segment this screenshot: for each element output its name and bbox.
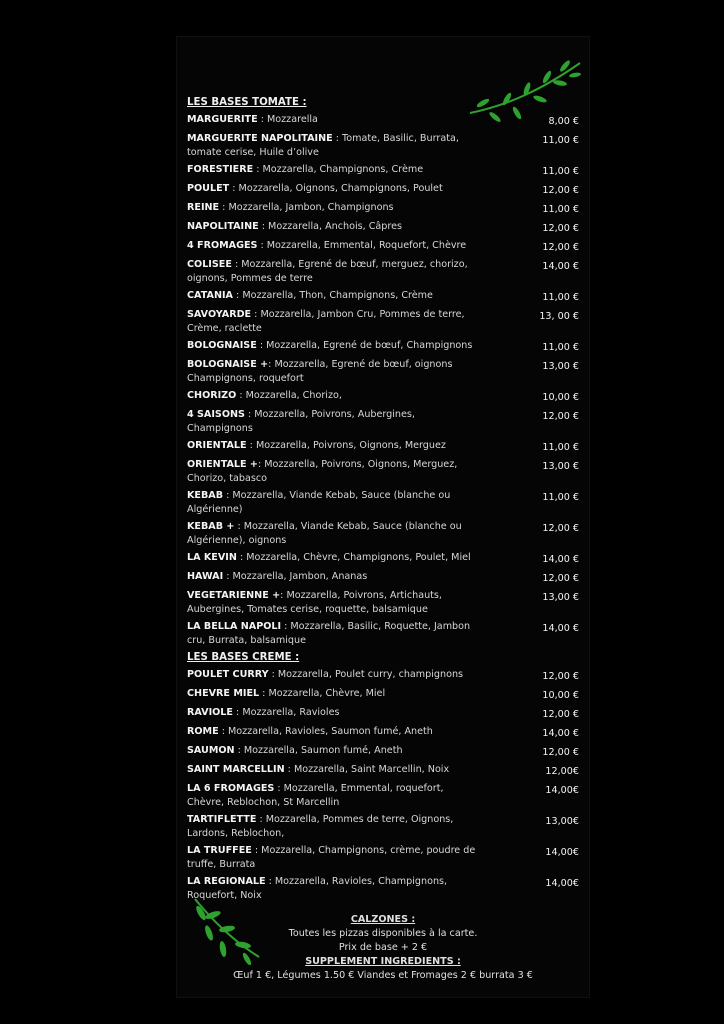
menu-item-ingredients: Mozzarella, Chèvre, Miel <box>268 688 386 699</box>
menu-item-description <box>187 520 477 548</box>
menu-item-description <box>187 458 477 486</box>
menu-item <box>187 782 579 810</box>
menu-item-description <box>187 132 477 160</box>
menu-item-separator: : <box>236 390 246 401</box>
menu-item-ingredients: Mozzarella, Egrené de bœuf, merguez, chorizo, oignons, Pommes de terre <box>187 259 468 284</box>
menu-item-description <box>187 687 477 701</box>
menu-item-separator: : <box>257 114 267 125</box>
menu-item <box>187 458 579 486</box>
menu-item-price: 11,00 € <box>542 492 579 503</box>
menu-item-ingredients: Mozzarella, Poulet curry, champignons <box>277 669 464 680</box>
menu-item-description <box>187 551 477 565</box>
menu-item-ingredients: Mozzarella, Jambon, Champignons <box>228 202 394 213</box>
menu-item-separator: : <box>284 764 294 775</box>
menu-item <box>187 520 579 548</box>
menu-item-name: ORIENTALE + <box>187 459 258 470</box>
menu-item-separator: : <box>256 340 267 351</box>
menu-item-name: POULET <box>187 183 230 194</box>
menu-item-separator: : <box>231 259 242 270</box>
calzones-line: Toutes les pizzas disponibles à la carte. <box>288 928 478 939</box>
menu-item-name: LA 6 FROMAGES <box>187 783 275 794</box>
menu-item-price: 11,00 € <box>542 442 579 453</box>
menu-item-name: BOLOGNAISE + <box>187 359 269 370</box>
menu-item-separator: : <box>268 669 278 680</box>
menu-item-name: HAWAI <box>187 571 224 582</box>
menu-item-separator: : <box>251 309 261 320</box>
menu-item-separator: : <box>232 290 243 301</box>
menu-item-name: 4 FROMAGES <box>187 240 258 251</box>
menu-item-price: 14,00€ <box>545 878 579 889</box>
footer <box>177 913 589 983</box>
menu-item-name: MARGUERITE <box>187 114 258 125</box>
supplement-line: Œuf 1 €, Légumes 1.50 € Viandes et Fromages 2 € burrata 3 € <box>233 970 533 981</box>
menu-item-separator: : <box>268 359 275 370</box>
menu-item <box>187 239 579 255</box>
menu-item-name: CHEVRE MIEL <box>187 688 260 699</box>
menu-item-ingredients: Mozzarella, Poivrons, Aubergines, Champignons <box>187 409 415 434</box>
menu-item-description <box>187 782 477 810</box>
menu-item-ingredients: Mozzarella, Basilic, Roquette, Jambon cru, Burrata, balsamique <box>187 621 471 646</box>
menu-item-separator: : <box>234 521 244 532</box>
menu-item <box>187 182 579 198</box>
menu-item <box>187 551 579 567</box>
menu-item-description <box>187 763 477 777</box>
section-title: LES BASES TOMATE : <box>187 97 307 108</box>
menu-item-price: 10,00 € <box>542 690 579 701</box>
menu-item <box>187 132 579 160</box>
menu-item-ingredients: Mozzarella, Saumon fumé, Aneth <box>243 745 403 756</box>
menu-item-ingredients: Mozzarella, Chèvre, Champignons, Poulet, Miel <box>246 552 471 563</box>
menu-item-name: REINE <box>187 202 220 213</box>
menu-item-description <box>187 589 477 617</box>
menu-item <box>187 725 579 741</box>
menu-item-description <box>187 408 477 436</box>
menu-item-separator: : <box>332 133 343 144</box>
menu-item-ingredients: Mozzarella, Poivrons, Oignons, Merguez <box>255 440 446 451</box>
menu-item <box>187 813 579 841</box>
menu-item-price: 12,00 € <box>542 747 579 758</box>
menu-item-price: 14,00 € <box>542 261 579 272</box>
menu-item-name: CHORIZO <box>187 390 237 401</box>
menu-item-price: 12,00 € <box>542 671 579 682</box>
menu-item <box>187 339 579 355</box>
menu-item-name: CATANIA <box>187 290 233 301</box>
calzones-title: CALZONES : <box>350 914 416 925</box>
menu-item <box>187 389 579 405</box>
menu-item <box>187 408 579 436</box>
menu-item <box>187 589 579 617</box>
menu-item-description <box>187 358 477 386</box>
menu-item-name: COLISEE <box>187 259 232 270</box>
menu-item-separator: : <box>229 183 239 194</box>
menu-item-ingredients: Mozzarella, Emmental, roquefort, Chèvre, Reblochon, St Marcellin <box>187 783 444 808</box>
menu-item-description <box>187 289 477 303</box>
menu-item-price: 13,00 € <box>542 361 579 372</box>
menu-item-name: NAPOLITAINE <box>187 221 259 232</box>
menu-item-name: SAUMON <box>187 745 235 756</box>
menu-item-separator: : <box>219 202 229 213</box>
menu-item-price: 13,00€ <box>545 816 579 827</box>
menu-item-description <box>187 744 477 758</box>
menu-item-ingredients: Mozzarella, Saint Marcellin, Noix <box>293 764 450 775</box>
menu-item-name: 4 SAISONS <box>187 409 245 420</box>
menu-item-name: KEBAB <box>187 490 224 501</box>
menu-item-separator: : <box>265 876 275 887</box>
menu-item-description <box>187 163 477 177</box>
menu-item <box>187 620 579 648</box>
menu-item-description <box>187 668 477 682</box>
calzones-price: Prix de base + 2 € <box>338 942 428 953</box>
menu-item-ingredients: Mozzarella, Ravioles <box>242 707 340 718</box>
menu-item-description <box>187 182 477 196</box>
menu-item-price: 11,00 € <box>542 204 579 215</box>
section-title: LES BASES CREME : <box>187 652 300 663</box>
menu-item-price: 12,00 € <box>542 242 579 253</box>
menu-item-description <box>187 706 477 720</box>
menu-item-ingredients: Mozzarella, Thon, Champignons, Crème <box>242 290 433 301</box>
menu-item-name: KEBAB + <box>187 521 235 532</box>
menu-item-description <box>187 201 477 215</box>
menu-item-ingredients: Mozzarella, Emmental, Roquefort, Chèvre <box>266 240 467 251</box>
menu-item-ingredients: Mozzarella, Champignons, crème, poudre de truffe, Burrata <box>187 845 476 870</box>
menu-item-price: 11,00 € <box>542 342 579 353</box>
menu-item-name: RAVIOLE <box>187 707 233 718</box>
menu-item-separator: : <box>256 814 266 825</box>
menu-item-price: 12,00 € <box>542 411 579 422</box>
menu-item-ingredients: Mozzarella, Poivrons, Artichauts, Aubergines, Tomates cerise, roquette, balsamique <box>187 590 442 615</box>
menu-item-name: FORESTIERE <box>187 164 254 175</box>
menu-item-price: 13,00 € <box>542 592 579 603</box>
menu-item-ingredients: Mozzarella, Egrené de bœuf, oignons Champignons, roquefort <box>187 359 453 384</box>
menu-item-price: 8,00 € <box>548 116 579 127</box>
menu-item-description <box>187 620 477 648</box>
menu-item-ingredients: Mozzarella, Egrené de bœuf, Champignons <box>266 340 473 351</box>
menu-list <box>187 94 579 906</box>
supplement-title: SUPPLEMENT INGREDIENTS : <box>305 956 461 967</box>
menu-item <box>187 358 579 386</box>
menu-item-separator: : <box>234 745 244 756</box>
menu-item <box>187 201 579 217</box>
menu-item <box>187 570 579 586</box>
menu-item-ingredients: Mozzarella, Jambon, Ananas <box>232 571 368 582</box>
menu-item <box>187 668 579 684</box>
menu-item-ingredients: Mozzarella, Viande Kebab, Sauce (blanche ou Algérienne) <box>187 490 451 515</box>
menu-item-name: SAINT MARCELLIN <box>187 764 285 775</box>
menu-item-ingredients: Mozzarella, Poivrons, Oignons, Merguez, Chorizo, tabasco <box>187 459 458 484</box>
menu-sheet <box>176 36 590 998</box>
menu-item-price: 10,00 € <box>542 392 579 403</box>
menu-item-price: 12,00 € <box>542 573 579 584</box>
menu-item-ingredients: Mozzarella <box>266 114 318 125</box>
menu-item-name: LA BELLA NAPOLI <box>187 621 282 632</box>
menu-item-price: 14,00€ <box>545 847 579 858</box>
menu-item-ingredients: Mozzarella, Ravioles, Champignons, Roquefort, Noix <box>187 876 448 901</box>
menu-item-description <box>187 339 477 353</box>
menu-item-separator: : <box>274 783 284 794</box>
menu-item-separator: : <box>253 164 263 175</box>
menu-item-name: LA REGIONALE <box>187 876 266 887</box>
menu-item-ingredients: Mozzarella, Chorizo, <box>245 390 342 401</box>
menu-item-price: 14,00€ <box>545 785 579 796</box>
menu-item-price: 11,00 € <box>542 292 579 303</box>
menu-item-name: BOLOGNAISE <box>187 340 257 351</box>
menu-item-description <box>187 570 477 584</box>
menu-item-name: LA TRUFFEE <box>187 845 252 856</box>
menu-item-name: ORIENTALE <box>187 440 247 451</box>
menu-item-separator: : <box>236 552 247 563</box>
menu-item-description <box>187 220 477 234</box>
menu-item <box>187 258 579 286</box>
menu-item-separator: : <box>257 240 267 251</box>
menu-item-separator: : <box>281 621 291 632</box>
menu-item-price: 12,00€ <box>545 766 579 777</box>
menu-item-name: TARTIFLETTE <box>187 814 257 825</box>
menu-item-separator: : <box>258 221 269 232</box>
menu-item-separator: : <box>259 688 269 699</box>
menu-item-ingredients: Tomate, Basilic, Burrata, tomate cerise, Huile d’olive <box>187 133 459 158</box>
menu-item-separator: : <box>244 409 255 420</box>
menu-item-price: 12,00 € <box>542 223 579 234</box>
menu-item-price: 14,00 € <box>542 623 579 634</box>
menu-item <box>187 706 579 722</box>
menu-item-separator: : <box>257 459 265 470</box>
menu-item-separator: : <box>246 440 256 451</box>
menu-item-price: 14,00 € <box>542 728 579 739</box>
menu-item-name: ROME <box>187 726 219 737</box>
menu-item-price: 11,00 € <box>542 166 579 177</box>
menu-item <box>187 220 579 236</box>
menu-item <box>187 489 579 517</box>
menu-item-ingredients: Mozzarella, Champignons, Crème <box>262 164 424 175</box>
menu-item-description <box>187 113 477 127</box>
menu-item <box>187 113 579 129</box>
menu-item-separator: : <box>280 590 287 601</box>
menu-item-price: 12,00 € <box>542 185 579 196</box>
menu-item-separator: : <box>223 490 233 501</box>
menu-item-price: 12,00 € <box>542 709 579 720</box>
menu-item-description <box>187 844 477 872</box>
menu-item <box>187 844 579 872</box>
menu-item-price: 12,00 € <box>542 523 579 534</box>
menu-item-name: MARGUERITE NAPOLITAINE <box>187 133 333 144</box>
menu-item-price: 13,00 € <box>542 461 579 472</box>
menu-item-ingredients: Mozzarella, Oignons, Champignons, Poulet <box>238 183 443 194</box>
menu-item <box>187 744 579 760</box>
menu-item-price: 13, 00 € <box>539 311 579 322</box>
menu-item-name: SAVOYARDE <box>187 309 252 320</box>
menu-item-description <box>187 439 477 453</box>
menu-item-description <box>187 239 477 253</box>
menu-item <box>187 163 579 179</box>
menu-item-ingredients: Mozzarella, Ravioles, Saumon fumé, Aneth <box>228 726 433 737</box>
menu-item <box>187 308 579 336</box>
menu-item-description <box>187 308 477 336</box>
menu-item-description <box>187 813 477 841</box>
menu-item-description <box>187 725 477 739</box>
menu-item-ingredients: Mozzarella, Pommes de terre, Oignons, Lardons, Reblochon, <box>187 814 454 839</box>
menu-item-separator: : <box>251 845 262 856</box>
menu-item <box>187 687 579 703</box>
menu-item-price: 14,00 € <box>542 554 579 565</box>
menu-item-description <box>187 489 477 517</box>
menu-item-name: POULET CURRY <box>187 669 269 680</box>
menu-item <box>187 763 579 779</box>
menu-item-separator: : <box>223 571 233 582</box>
menu-item-price: 11,00 € <box>542 135 579 146</box>
menu-item <box>187 439 579 455</box>
menu-item-ingredients: Mozzarella, Viande Kebab, Sauce (blanche ou Algérienne), oignons <box>187 521 462 546</box>
menu-item-ingredients: Mozzarella, Jambon Cru, Pommes de terre, Crème, raclette <box>187 309 465 334</box>
menu-item-description <box>187 389 477 403</box>
menu-item <box>187 289 579 305</box>
menu-item-name: VEGETARIENNE + <box>187 590 281 601</box>
menu-item-ingredients: Mozzarella, Anchois, Câpres <box>268 221 403 232</box>
menu-item-separator: : <box>218 726 228 737</box>
menu-item-separator: : <box>232 707 243 718</box>
menu-item-name: LA KEVIN <box>187 552 237 563</box>
menu-item-description <box>187 258 477 286</box>
